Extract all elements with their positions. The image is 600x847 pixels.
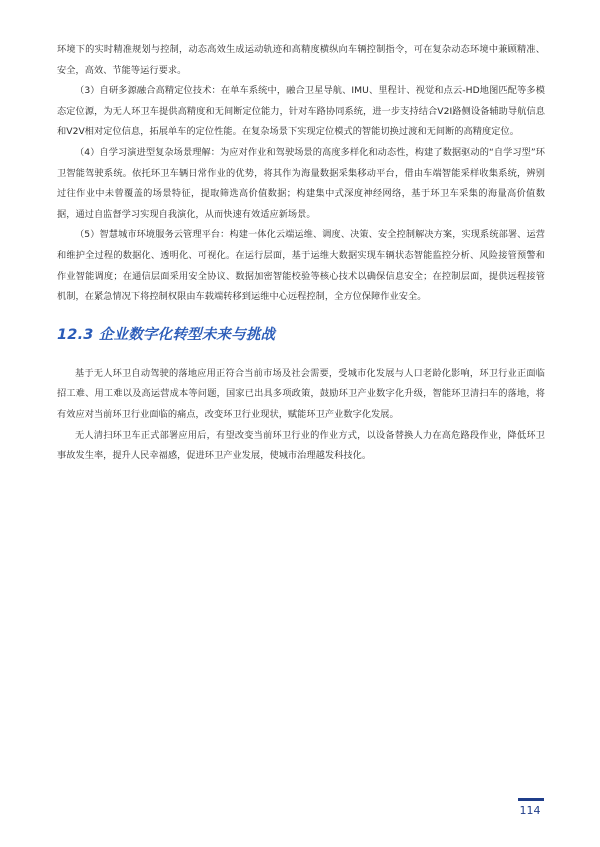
section-spacer — [57, 346, 545, 364]
page-content — [57, 40, 545, 467]
item-5-paragraph: （5）智慧城市环境服务云管理平台：构建一体化云端运维、调度、决策、安全控制解决方案，实现系统部署、运营和维护全过程的数据化、透明化、可视化。在运行层面，基于运维大数据实现车辆状态智能监控分析、风险接管预警和作业智能调度；在通信层面采用安全协议、数据加密智能校验等核心技术以确保信息安全；在控制层面，提供远程接管机制，在紧急情况下将控制权限由车载端转移到运维中心远程控制，全方位保障作业安全。 — [57, 229, 545, 303]
item-4-paragraph: （4）自学习演进型复杂场景理解：为应对作业和驾驶场景的高度多样化和动态性，构建了数据驱动的“自学习型”环卫智能驾驶系统。依托环卫车辆日常作业的优势，将其作为海量数据采集移动平台，借由车端智能采样收集系统，辨别过往作业中未曾覆盖的场景特征，提取筛选高价值数据；构建集中式深度神经网络，基于环卫车采集的海量高价值数据，通过自监督学习实现自我演化，从而快速有效适应新场景。 — [57, 146, 545, 220]
section-paragraph-2: 无人清扫环卫车正式部署应用后，有望改变当前环卫行业的作业方式，以设备替换人力在高危路段作业，降低环卫事故发生率，提升人民幸福感，促进环卫产业发展，使城市治理越发科技化。 — [57, 429, 545, 462]
page-number: 114 — [519, 804, 541, 817]
footer-accent-bar — [518, 798, 544, 801]
section-heading: 12.3 企业数字化转型未来与挑战 — [57, 326, 276, 343]
intro-continuation-paragraph: 环境下的实时精准规划与控制，动态高效生成运动轨迹和高精度横纵向车辆控制指令，可在复杂动态环境中兼顾精准、安全，高效、节能等运行要求。 — [57, 44, 545, 76]
item-3-paragraph: （3）自研多源融合高精定位技术：在单车系统中，融合卫星导航、IMU、里程计、视觉和点云-HD地图匹配等多模态定位源，为无人环卫车提供高精度和无间断定位能力，针对车路协同系统，进一步支持结合V2I路侧设备辅助导航信息和V2V相对定位信息，拓展单车的定位性能。在复杂场景下实现定位模式的智能切换过渡和无间断的高精度定位。 — [57, 85, 545, 138]
section-paragraph-1: 基于无人环卫自动驾驶的落地应用正符合当前市场及社会需要，受城市化发展与人口老龄化影响，环卫行业正面临招工难、用工难以及高运营成本等问题，国家已出具多项政策，鼓励环卫产业数字化升级，智能环卫清扫车的落地，将有效应对当前环卫行业面临的痛点，改变环卫行业现状，赋能环卫产业数字化发展。 — [57, 367, 545, 420]
